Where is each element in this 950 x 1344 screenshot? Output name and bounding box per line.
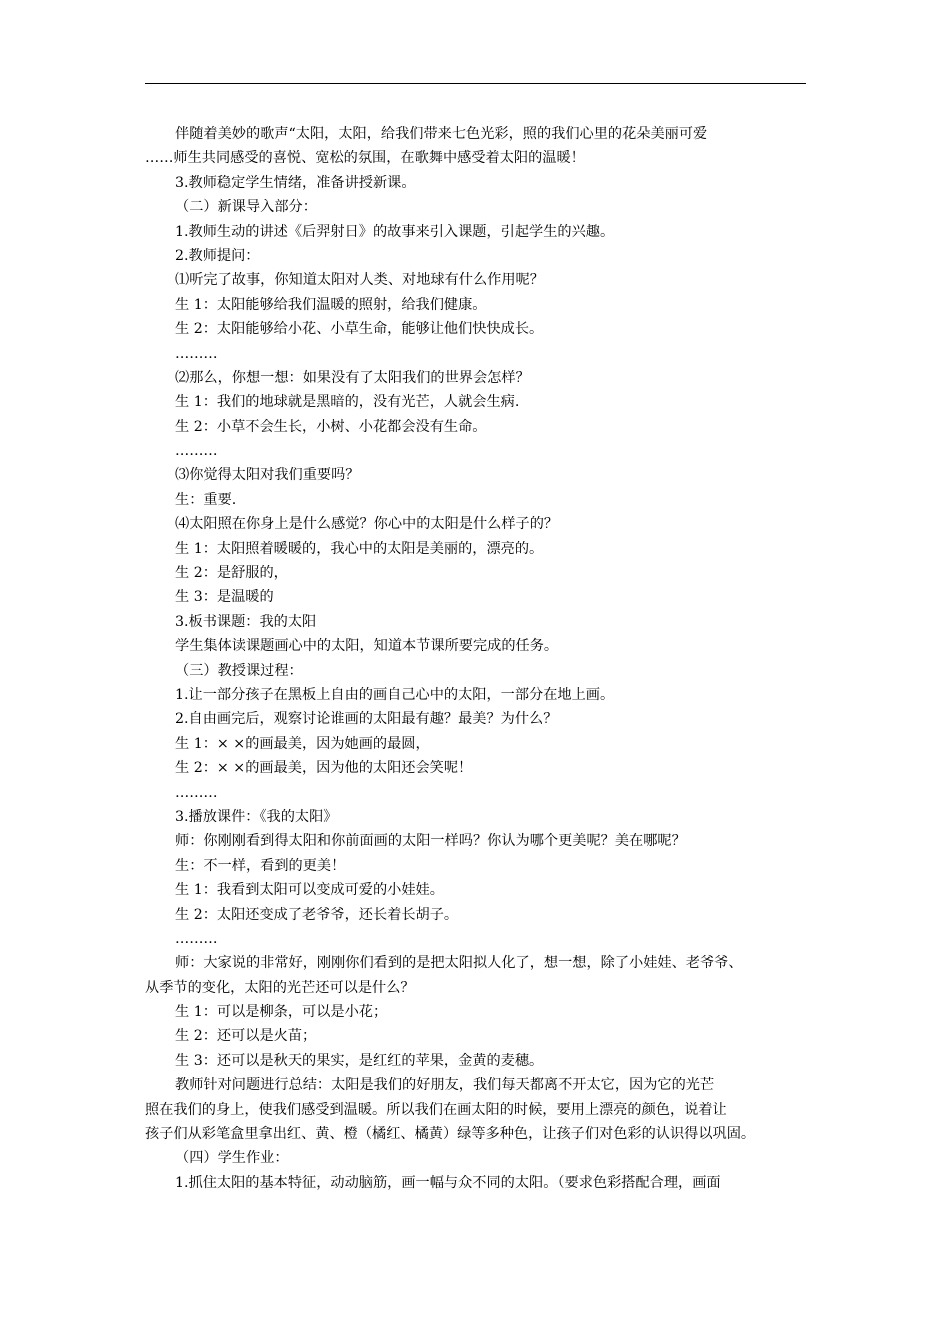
text-line: 生 1：可以是柳条，可以是小花； (175, 1004, 388, 1021)
text-line: 孩子们从彩笔盒里拿出红、黄、橙（橘红、橘黄）绿等多种色，让孩子们对色彩的认识得以巩固。 (145, 1126, 756, 1143)
text-line: 生 2：还可以是火苗； (175, 1028, 317, 1045)
text-line: ……… (175, 345, 218, 362)
text-line: 师：你刚刚看到得太阳和你前面画的太阳一样吗？你认为哪个更美呢？美在哪呢？ (175, 833, 686, 850)
header-rule (145, 83, 806, 84)
text-line: 生：重要. (175, 491, 237, 508)
text-line: 生 1：太阳能够给我们温暖的照射，给我们健康。 (175, 296, 487, 313)
text-line: ……… (175, 784, 218, 801)
text-line: 1.教师生动的讲述《后羿射日》的故事来引入课题，引起学生的兴趣。 (175, 223, 615, 240)
text-line: 生 1：× ×的画最美，因为她画的最圆， (175, 735, 430, 752)
text-line: ⑵那么，你想一想：如果没有了太阳我们的世界会怎样？ (175, 369, 530, 386)
text-line: （二）新课导入部分： (175, 199, 317, 216)
text-line: ……… (175, 443, 218, 460)
lesson-plan-text (145, 122, 815, 1195)
text-line: 3.教师稳定学生情绪，准备讲授新课。 (175, 174, 416, 191)
text-line: ……… (175, 930, 218, 947)
text-line: ⑷太阳照在你身上是什么感觉？你心中的太阳是什么样子的？ (175, 516, 559, 533)
text-line: 教师针对问题进行总结：太阳是我们的好朋友，我们每天都离不开太它，因为它的光芒 (175, 1077, 715, 1094)
text-line: 照在我们的身上，使我们感受到温暖。所以我们在画太阳的时候，要用上漂亮的颜色，说着让 (145, 1101, 727, 1118)
text-line: 3.板书课题：我的太阳 (175, 613, 317, 630)
text-line: 生 2：× ×的画最美，因为他的太阳还会笑呢！ (175, 760, 473, 777)
text-line: 生 3：是温暖的 (175, 589, 274, 606)
text-line: 生：不一样，看到的更美！ (175, 857, 346, 874)
text-line: 2.教师提问： (175, 247, 260, 264)
text-line: 3.播放课件：《我的太阳》 (175, 808, 338, 825)
text-line: 生 1：我看到太阳可以变成可爱的小娃娃。 (175, 882, 444, 899)
text-line: 师：大家说的非常好，刚刚你们看到的是把太阳拟人化了，想一想，除了小娃娃、老爷爷、 (175, 955, 743, 972)
text-line: 生 2：小草不会生长，小树、小花都会没有生命。 (175, 418, 487, 435)
text-line: ⑶你觉得太阳对我们重要吗？ (175, 467, 360, 484)
text-line: 生 1：太阳照着暖暖的，我心中的太阳是美丽的，漂亮的。 (175, 540, 544, 557)
text-line: 生 2：是舒服的， (175, 565, 288, 582)
text-line: 1.抓住太阳的基本特征，动动脑筋，画一幅与众不同的太阳。（要求色彩搭配合理，画面 (175, 1174, 721, 1191)
text-line: 生 3：还可以是秋天的果实，是红红的苹果，金黄的麦穗。 (175, 1052, 544, 1069)
text-line: （四）学生作业： (175, 1150, 289, 1167)
text-line: 生 1：我们的地球就是黑暗的，没有光芒，人就会生病. (175, 394, 520, 411)
text-line: （三）教授课过程： (175, 662, 303, 679)
text-line: 学生集体读课题画心中的太阳，知道本节课所要完成的任务。 (175, 638, 559, 655)
text-line: ⑴听完了故事，你知道太阳对人类、对地球有什么作用呢？ (175, 272, 544, 289)
text-line: 伴随着美妙的歌声“太阳，太阳，给我们带来七色光彩，照的我们心里的花朵美丽可爱 (175, 126, 708, 142)
text-line: 生 2：太阳还变成了老爷爷，还长着长胡子。 (175, 906, 459, 923)
text-line: 生 2：太阳能够给小花、小草生命，能够让他们快快成长。 (175, 321, 544, 338)
text-line: 1.让一部分孩子在黑板上自由的画自己心中的太阳，一部分在地上画。 (175, 686, 615, 703)
text-line: 从季节的变化，太阳的光芒还可以是什么？ (145, 979, 415, 996)
text-line: 2.自由画完后，观察讨论谁画的太阳最有趣？最美？为什么？ (175, 711, 558, 728)
text-line: ……师生共同感受的喜悦、宽松的氛围，在歌舞中感受着太阳的温暖！ (145, 150, 585, 167)
